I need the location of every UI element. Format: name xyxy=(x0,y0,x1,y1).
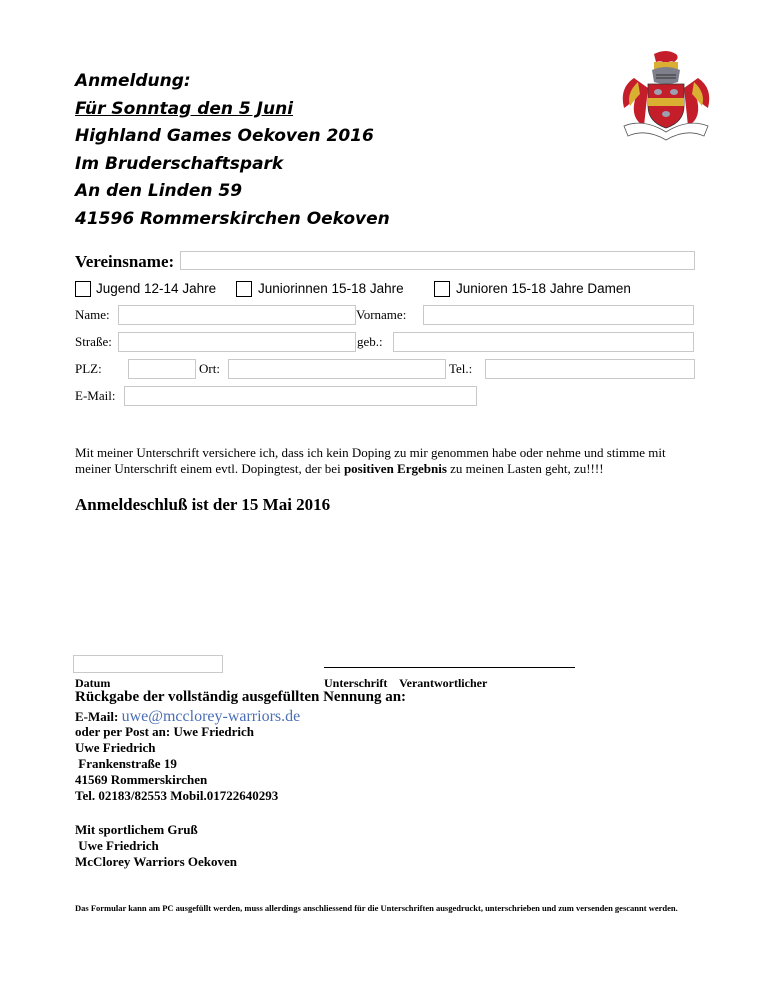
signature-line xyxy=(324,667,575,668)
name-label: Name: xyxy=(75,307,110,322)
checkbox-jugend[interactable] xyxy=(75,281,91,297)
heading-line-street: An den Linden 59 xyxy=(75,181,243,201)
heading-line-date: Für Sonntag den 5 Juni xyxy=(75,98,294,119)
post-line: oder per Post an: Uwe Friedrich xyxy=(75,724,254,739)
deadline-notice: Anmeldeschluß ist der 15 Mai 2016 xyxy=(75,495,331,514)
address-city: 41569 Rommerskirchen xyxy=(75,772,208,787)
address-phone: Tel. 02183/82553 Mobil.01722640293 xyxy=(75,788,279,803)
declaration-text: Mit meiner Unterschrift versichere ich, dass ich kein Doping zu mir genommen habe oder nehme und stimme mit meiner Unterschrift einem evtl. Dopingtest, der bei xyxy=(75,445,666,476)
return-email-label: E-Mail: xyxy=(75,709,122,724)
city-label: Ort: xyxy=(199,361,220,376)
checkbox-juniorinnen[interactable] xyxy=(236,281,252,297)
declaration-bold: positiven Ergebnis xyxy=(343,461,447,476)
heading-line-event: Highland Games Oekoven 2016 xyxy=(75,126,374,146)
postcode-label: PLZ: xyxy=(75,361,102,376)
greeting-club: McClorey Warriors Oekoven xyxy=(75,854,237,869)
address-street: Frankenstraße 19 xyxy=(75,756,177,771)
first-name-label: Vorname: xyxy=(356,307,407,322)
greeting-line: Mit sportlichem Gruß xyxy=(75,822,198,837)
greeting-name: Uwe Friedrich xyxy=(75,838,159,853)
checkbox-label-jugend: Jugend 12-14 Jahre xyxy=(96,281,217,296)
return-email-link[interactable]: uwe@mcclorey-warriors.de xyxy=(121,708,301,725)
phone-field[interactable] xyxy=(485,359,695,379)
declaration-text-end: zu meinen Lasten geht, zu!!!! xyxy=(446,461,604,476)
street-label: Straße: xyxy=(75,334,112,349)
heading-line-anmeldung: Anmeldung: xyxy=(75,71,191,91)
birthdate-field[interactable] xyxy=(393,332,694,352)
checkbox-label-juniorinnen: Juniorinnen 15-18 Jahre xyxy=(258,281,404,296)
event-heading xyxy=(75,68,390,233)
footer-note: Das Formular kann am PC ausgefüllt werden, muss allerdings anschliessend für die Unterschriften ausgedruckt, unterschrieben und zum versenden gescannt werden. xyxy=(75,903,678,913)
city-field[interactable] xyxy=(228,359,446,379)
email-field[interactable] xyxy=(124,386,477,406)
email-label: E-Mail: xyxy=(75,388,116,403)
heading-line-city: 41596 Rommerskirchen Oekoven xyxy=(75,208,390,229)
date-label: Datum xyxy=(75,676,111,690)
signature-label: Unterschrift Verantwortlicher xyxy=(324,676,488,690)
club-name-label: Vereinsname: xyxy=(75,252,175,271)
address-name: Uwe Friedrich xyxy=(75,740,156,755)
name-field[interactable] xyxy=(118,305,356,325)
date-field[interactable] xyxy=(73,655,223,673)
street-field[interactable] xyxy=(118,332,356,352)
checkbox-label-junioren-damen: Junioren 15-18 Jahre Damen xyxy=(456,281,631,296)
postcode-field[interactable] xyxy=(128,359,196,379)
return-title: Rückgabe der vollständig ausgefüllten Nennung an: xyxy=(75,689,407,705)
checkbox-junioren-damen[interactable] xyxy=(434,281,450,297)
doping-declaration xyxy=(75,445,675,477)
first-name-field[interactable] xyxy=(423,305,694,325)
phone-label: Tel.: xyxy=(449,361,473,376)
coat-of-arms-icon xyxy=(614,48,718,142)
heading-line-venue: Im Bruderschaftspark xyxy=(75,153,284,174)
birthdate-label: geb.: xyxy=(357,334,383,349)
club-name-field[interactable] xyxy=(180,251,695,270)
